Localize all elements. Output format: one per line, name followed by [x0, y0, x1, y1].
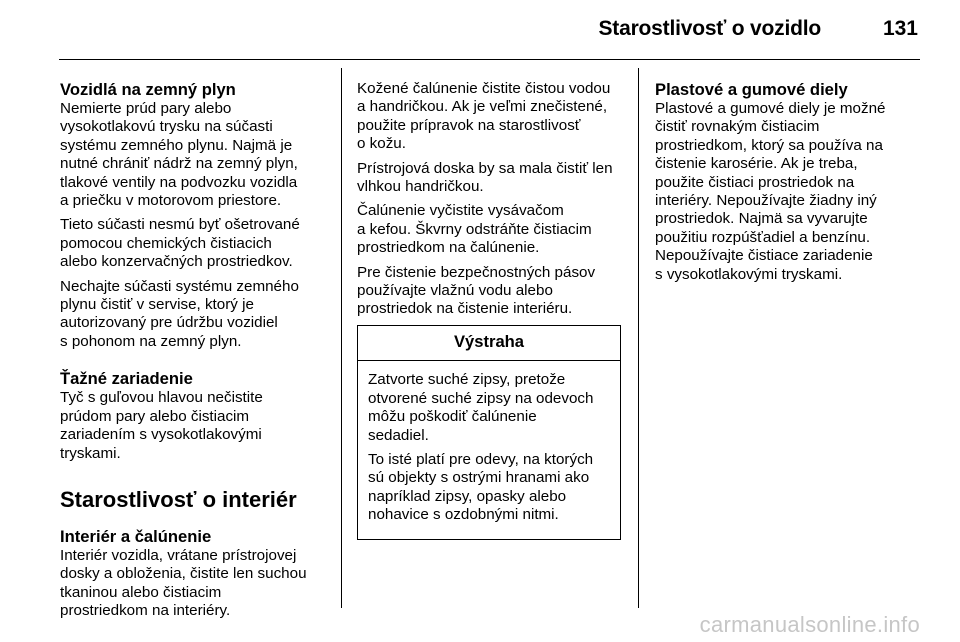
heading-interior-upholstery: Interiér a čalúnenie — [60, 526, 212, 546]
column-divider-2 — [638, 68, 639, 608]
heading-gas-vehicles: Vozidlá na zemný plyn — [60, 80, 236, 99]
warning-paragraph: To isté platí pre odevy, na ktorých sú objekty s ostrými hranami ako napríklad zipsy, opasky alebo nohavice s ozdobnými nitmi. — [368, 450, 594, 524]
heading-plastic-rubber-parts: Plastové a gumové diely — [655, 80, 848, 99]
paragraph: Kožené čalúnenie čistite čistou vodou a handričkou. Ak je veľmi znečistené, použite prípravok na starostlivosť o kožu. — [357, 80, 611, 153]
paragraph: Prístrojová doska by sa mala čistiť len vlhkou handričkou. — [357, 159, 613, 196]
paragraph: Tyč s guľovou hlavou nečistite prúdom pary alebo čistiacim zariadením s vysokotlakovými tryskami. — [60, 389, 263, 462]
column-divider-1 — [341, 68, 342, 608]
column-2 — [357, 80, 629, 540]
warning-paragraph: Zatvorte suché zipsy, pretože otvorené suché zipsy na odevoch môžu poškodiť čalúnenie sedadiel. — [368, 371, 594, 444]
column-1 — [60, 80, 332, 627]
page-number: 131 — [882, 17, 918, 40]
column-3 — [655, 80, 917, 290]
paragraph: Nechajte súčasti systému zemného plynu čistiť v servise, ktorý je autorizovaný pre údržbu vozidiel s pohonom na zemný plyn. — [60, 277, 299, 350]
heading-towing-device: Ťažné zariadenie — [60, 369, 193, 389]
warning-box — [357, 325, 621, 540]
header-rule — [59, 59, 920, 60]
warning-body — [358, 361, 620, 538]
warning-title: Výstraha — [358, 326, 620, 361]
paragraph: Nemierte prúd pary alebo vysokotlakovú trysku na súčasti systému zemného plynu. Najmä je nutné chrániť nádrž na zemný plyn, tlakové ventily na podvozku vozidla a priečku v motorovom priestore. — [60, 100, 298, 210]
paragraph: Tieto súčasti nesmú byť ošetrované pomocou chemických čistiacich alebo konzervačných prostriedkov. — [60, 216, 300, 271]
paragraph: Plastové a gumové diely je možné čistiť rovnakým čistiacim prostriedkom, ktorý sa používa na čistenie karosérie. Ak je treba, použite čistiaci prostriedok na interiéry. Nepoužívajte žiadny iný prostriedok. Najmä sa vyvarujte použitiu rozpúšťadiel a benzínu. Nepoužívajte čistiace zariadenie s vysokotlakovými tryskami. — [655, 100, 886, 283]
page-header-title: Starostlivosť o vozidlo — [598, 17, 821, 40]
chapter-heading-interior-care: Starostlivosť o interiér — [60, 486, 297, 512]
watermark: carmanualsonline.info — [699, 612, 920, 637]
paragraph: Čalúnenie vyčistite vysávačom a kefou. Škvrny odstráňte čistiacim prostriedkom na čalúnenie. — [357, 202, 592, 257]
paragraph: Interiér vozidla, vrátane prístrojovej dosky a obloženia, čistite len suchou tkaninou alebo čistiacim prostriedkom na interiéry. — [60, 546, 307, 620]
paragraph: Pre čistenie bezpečnostných pásov používajte vlažnú vodu alebo prostriedok na čistenie interiéru. — [357, 263, 596, 318]
